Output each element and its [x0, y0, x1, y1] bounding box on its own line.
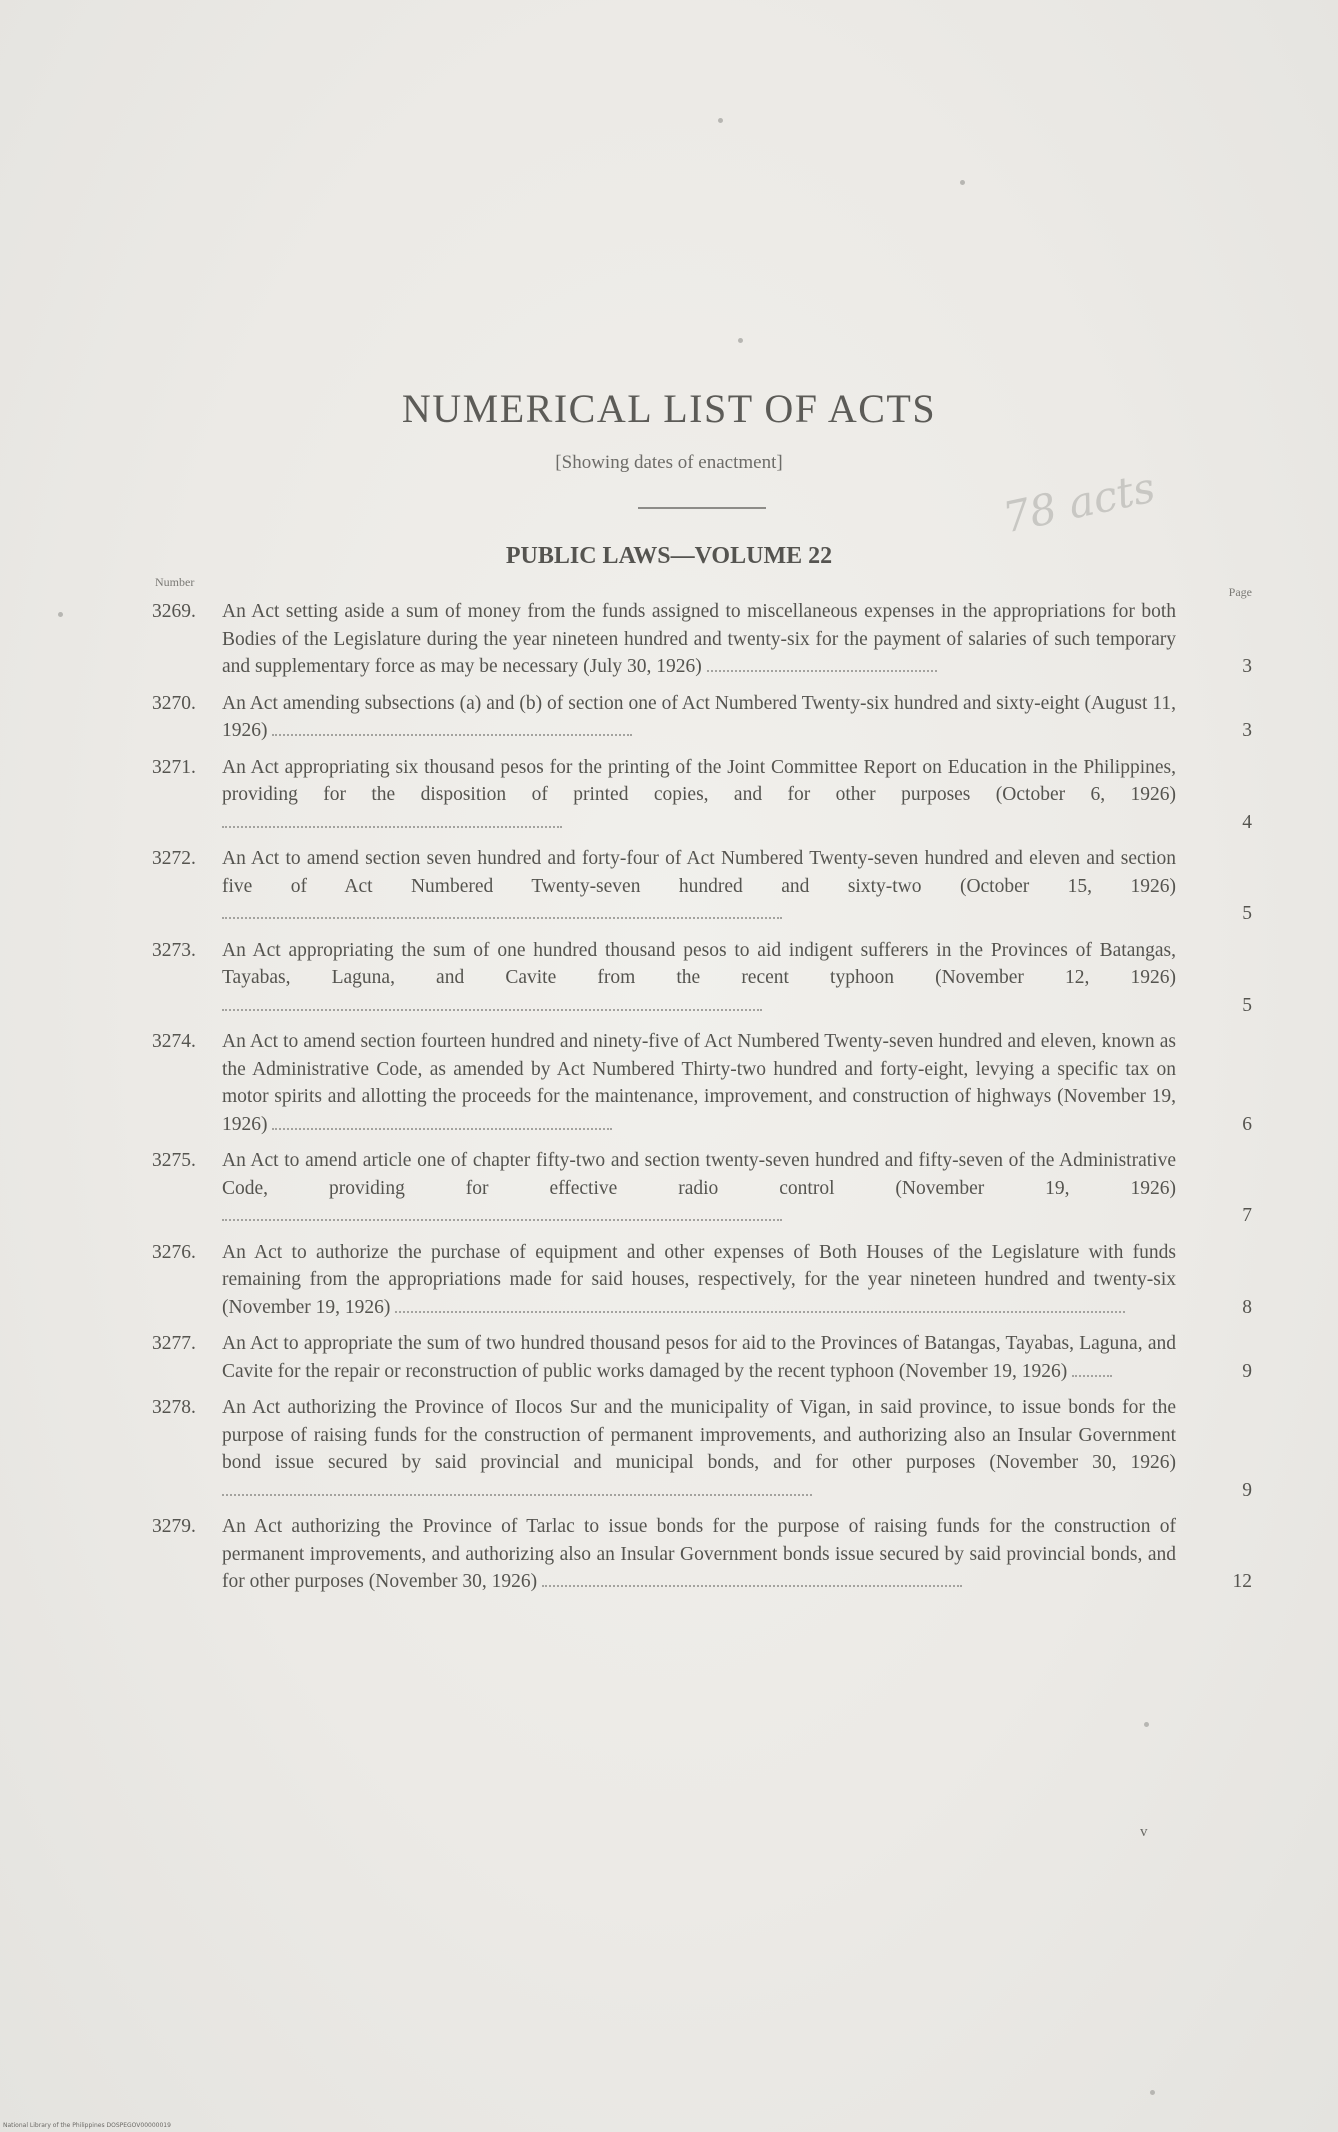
act-number: 3275. — [152, 1150, 196, 1171]
paper-speck — [960, 180, 965, 185]
act-text: An Act to appropriate the sum of two hundred thousand pesos for aid to the Provinces of Batangas, Tayabas, Laguna, and Cavite for the repair or reconstruction of public works damaged by the recent typhoon (November 19, 1926) — [222, 1333, 1176, 1382]
paper-speck — [58, 612, 63, 617]
page-subtitle: [Showing dates of enactment] — [555, 452, 783, 473]
dot-leader — [222, 826, 562, 828]
paper-speck — [1150, 2090, 1155, 2095]
act-text: An Act to authorize the purchase of equipment and other expenses of Both Houses of the Legislature with funds remaining from the appropriations made for said houses, respectively, for the year nineteen hundred and twenty-six (November 19, 1926) — [222, 1241, 1176, 1318]
act-number: 3278. — [152, 1397, 196, 1418]
act-number: 3273. — [152, 939, 196, 961]
title-rule — [638, 507, 766, 509]
dot-leader — [272, 1128, 612, 1130]
act-entry — [152, 845, 1252, 928]
paper-speck — [1144, 1722, 1149, 1727]
act-page-number: 4 — [1242, 811, 1252, 833]
act-entry — [152, 937, 1252, 1020]
act-page-number: 8 — [1242, 1296, 1252, 1318]
act-text: An Act to amend article one of chapter fifty-two and section twenty-seven hundred and fifty-seven of the Administrative Code, providing for effective radio control (November 19, 1926) — [222, 1150, 1176, 1199]
scan-footer: National Library of the Philippines DOSPEGOV00000019 — [3, 2122, 171, 2129]
act-text: An Act authorizing the Province of Tarlac to issue bonds for the purpose of raising funds for the construction of permanent improvements, and authorizing also an Insular Government bonds issue secured by said provincial bonds, and for other purposes (November 30, 1926) — [222, 1516, 1176, 1592]
page-folio: v — [1140, 1824, 1148, 1840]
act-text: An Act authorizing the Province of Ilocos Sur and the municipality of Vigan, in said province, to issue bonds for the purpose of raising funds for the construction of permanent improvements, and authorizing also an Insular Government bond issue secured by said provincial and municipal bonds, and for other purposes (November 30, 1926) — [222, 1397, 1176, 1473]
dot-leader — [222, 1219, 782, 1221]
act-entry — [152, 1330, 1252, 1385]
act-page-number: 9 — [1242, 1360, 1252, 1382]
dot-leader — [542, 1585, 962, 1587]
act-number: 3279. — [152, 1516, 196, 1537]
dot-leader — [395, 1311, 1125, 1313]
act-page-number: 12 — [1232, 1571, 1252, 1592]
act-page-number: 5 — [1242, 994, 1252, 1016]
section-heading: PUBLIC LAWS—VOLUME 22 — [505, 543, 833, 569]
act-number: 3272. — [152, 848, 196, 869]
act-text: An Act appropriating the sum of one hundred thousand pesos to aid indigent sufferers in the Provinces of Batangas, Tayabas, Laguna, and Cavite from the recent typhoon (November 12, 1926) — [222, 939, 1176, 988]
act-text: An Act appropriating six thousand pesos for the printing of the Joint Committee Report on Education in the Philippines, providing for the disposition of printed copies, and for other purposes (October 6, 1926) — [222, 756, 1176, 805]
page-column-label: Page — [1228, 585, 1252, 599]
act-entry — [152, 1028, 1252, 1138]
act-page-number: 3 — [1242, 720, 1252, 741]
act-number: 3277. — [152, 1333, 196, 1354]
act-entry — [152, 598, 1252, 681]
act-number: 3270. — [152, 692, 196, 714]
acts-list — [152, 598, 1252, 1605]
act-entry — [152, 1239, 1252, 1322]
act-page-number: 6 — [1242, 1113, 1252, 1135]
page-title: NUMERICAL LIST OF ACTS — [401, 386, 937, 431]
act-text: An Act amending subsections (a) and (b) of section one of Act Numbered Twenty-six hundred and sixty-eight (August 11, 1926) — [222, 692, 1176, 741]
number-column-label: Number — [155, 575, 195, 589]
act-number: 3271. — [152, 756, 196, 778]
dot-leader — [707, 670, 937, 672]
act-entry — [152, 1394, 1252, 1504]
act-entry — [152, 1147, 1252, 1230]
act-page-number: 3 — [1242, 656, 1252, 677]
act-entry — [152, 690, 1252, 745]
paper-speck — [738, 338, 743, 343]
dot-leader — [222, 917, 782, 919]
act-page-number: 7 — [1242, 1205, 1252, 1226]
dot-leader — [222, 1009, 762, 1011]
act-page-number: 5 — [1242, 903, 1252, 924]
act-entry — [152, 754, 1252, 837]
act-text: An Act to amend section fourteen hundred and ninety-five of Act Numbered Twenty-seven hundred and eleven, known as the Administrative Code, as amended by Act Numbered Thirty-two hundred and forty-eight, levying a specific tax on motor spirits and allotting the proceeds for the maintenance, improvement, and construction of highways (November 19, 1926) — [222, 1031, 1176, 1135]
act-number: 3274. — [152, 1031, 196, 1052]
dot-leader — [272, 734, 632, 736]
act-page-number: 9 — [1242, 1479, 1252, 1501]
act-text: An Act to amend section seven hundred and forty-four of Act Numbered Twenty-seven hundred and eleven and section five of Act Numbered Twenty-seven hundred and sixty-two (October 15, 1926) — [222, 848, 1176, 897]
dot-leader — [1072, 1375, 1112, 1377]
act-number: 3269. — [152, 601, 196, 622]
act-text: An Act setting aside a sum of money from the funds assigned to miscellaneous expenses in the appropriations for both Bodies of the Legislature during the year nineteen hundred and twenty-six for the payment of salaries of such temporary and supplementary force as may be necessary (July 30, 1926) — [222, 601, 1176, 677]
act-entry — [152, 1513, 1252, 1596]
dot-leader — [222, 1494, 812, 1496]
handwritten-annotation: 78 acts — [998, 462, 1160, 543]
act-number: 3276. — [152, 1241, 196, 1263]
paper-speck — [718, 118, 723, 123]
